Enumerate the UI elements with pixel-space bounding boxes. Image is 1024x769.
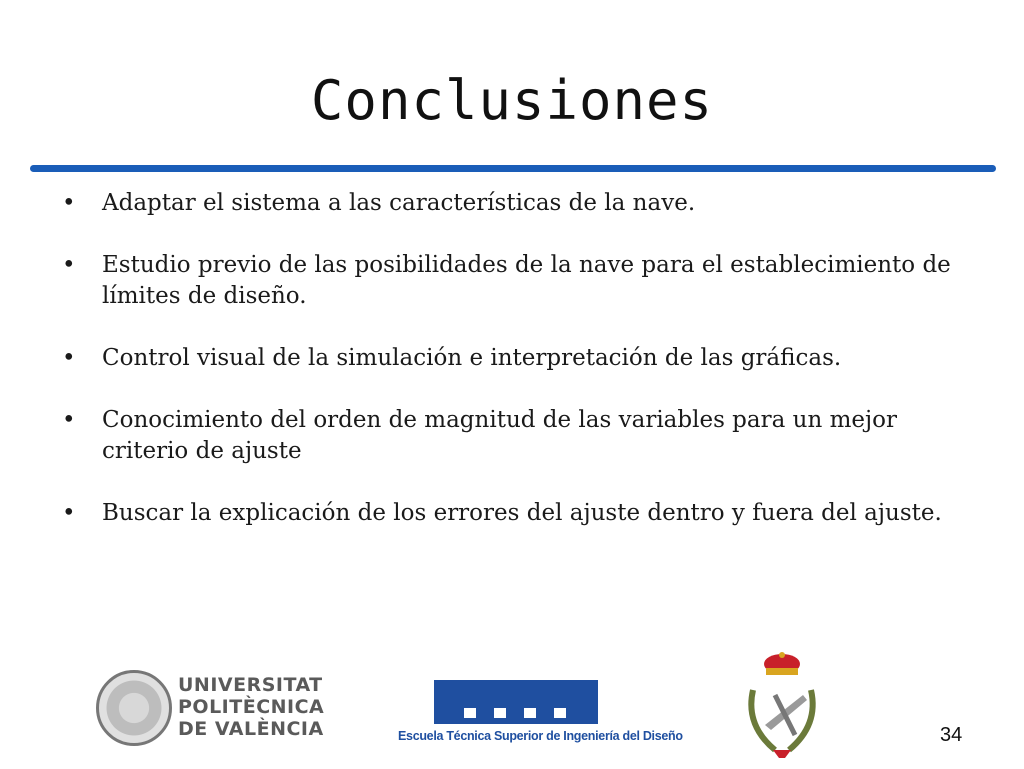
bullet-text: Buscar la explicación de los errores del ajuste dentro y fuera del ajuste. — [102, 500, 942, 526]
upv-logo — [96, 670, 326, 750]
bullet-item — [60, 405, 980, 467]
upv-line: POLITÈCNICA — [178, 696, 325, 718]
upv-seal-icon — [96, 670, 172, 746]
etsid-logo — [398, 680, 683, 755]
title-divider — [30, 165, 996, 172]
bullet-item — [60, 343, 980, 374]
bullet-item — [60, 188, 980, 219]
footer — [0, 650, 1024, 768]
slide-title: Conclusiones — [310, 69, 714, 132]
bullet-text: Control visual de la simulación e interpretación de las gráficas. — [102, 345, 842, 371]
etsid-building-icon — [434, 680, 598, 724]
upv-line: UNIVERSITAT — [178, 674, 323, 696]
bullet-list — [60, 188, 980, 560]
bullet-dot: • — [62, 407, 76, 433]
bullet-item — [60, 498, 980, 529]
bullet-dot: • — [62, 252, 76, 278]
page-number: 34 — [940, 724, 963, 746]
upv-logo-text — [178, 674, 324, 740]
upv-line: DE VALÈNCIA — [178, 718, 324, 740]
bullet-text: Adaptar el sistema a las características de la nave. — [102, 190, 696, 216]
bullet-dot: • — [62, 345, 76, 371]
bullet-item — [60, 250, 980, 312]
bullet-text: Conocimiento del orden de magnitud de las variables para un mejor criterio de ajuste — [102, 407, 897, 464]
crest-icon — [735, 650, 830, 765]
bullet-dot: • — [62, 500, 76, 526]
bullet-text: Estudio previo de las posibilidades de la nave para el establecimiento de límites de diseño. — [102, 252, 951, 309]
etsid-name: Escuela Técnica Superior de Ingeniería del Diseño — [398, 729, 683, 743]
bullet-dot: • — [62, 190, 76, 216]
